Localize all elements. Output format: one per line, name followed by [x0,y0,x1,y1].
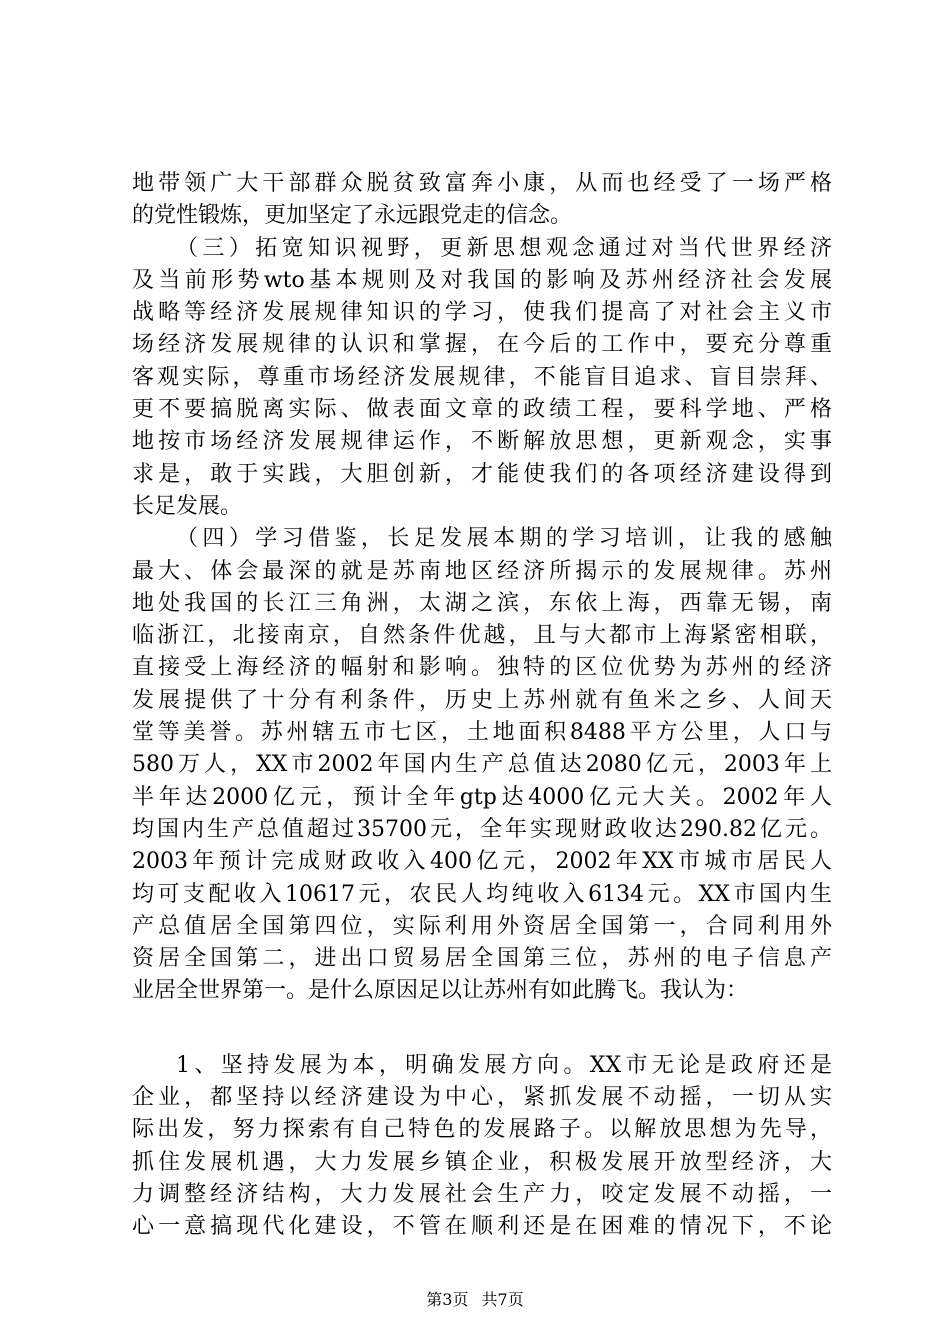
text-line: 地带领广大干部群众脱贫致富奔小康，从而也经受了一场严格 [132,171,832,196]
text-line: 资居全国第二，进出口贸易居全国第三位，苏州的电子信息产 [132,946,832,972]
text-line: 抓住发展机遇，大力发展乡镇企业，积极发展开放型经济，大 [132,1149,832,1175]
text-line: 发展提供了十分有利条件，历史上苏州就有鱼米之乡、人间天 [132,687,832,713]
text-line: 堂等美誉。苏州辖五市七区，土地面积8488平方公里，人口与 [132,720,832,746]
document-body [132,168,832,1244]
text-line: 场经济发展规律的认识和掌握，在今后的工作中，要充分尊重 [132,332,832,358]
text-line: 心一意搞现代化建设，不管在顺利还是在困难的情况下，不论 [132,1214,832,1240]
text-line: 长足发展。 [132,493,243,519]
text-line: 1、坚持发展为本，明确发展方向。XX市无论是政府还是 [176,1052,832,1078]
text-line: 均国内生产总值超过35700元，全年实现财政收达290.82亿元。 [132,816,832,842]
text-line: 半年达2000亿元，预计全年gtp达4000亿元大关。2002年人 [132,784,832,810]
page-total: 共7页 [481,1290,524,1309]
page-number: 第3页 [426,1290,469,1309]
text-line: 及当前形势wto基本规则及对我国的影响及苏州经济社会发展 [132,267,832,293]
text-line: 地按市场经济发展规律运作，不断解放思想，更新观念，实事 [132,429,832,455]
text-line: 580万人，XX市2002年国内生产总值达2080亿元，2003年上 [132,752,832,778]
text-line: 企业，都坚持以经济建设为中心，紧抓发展不动摇，一切从实 [132,1085,832,1111]
text-line: 战略等经济发展规律知识的学习，使我们提高了对社会主义市 [132,300,832,326]
text-line: 直接受上海经济的幅射和影响。独特的区位优势为苏州的经济 [132,655,832,681]
text-line: 地处我国的长江三角洲，太湖之滨，东依上海，西靠无锡，南 [132,590,832,616]
text-line: 最大、体会最深的就是苏南地区经济所揭示的发展规律。苏州 [132,558,832,584]
text-line: 求是，敢于实践，大胆创新，才能使我们的各项经济建设得到 [132,461,832,487]
text-line: 客观实际，尊重市场经济发展规律，不能盲目追求、盲目崇拜、 [132,364,832,390]
text-line: 力调整经济结构，大力发展社会生产力，咬定发展不动摇，一 [132,1181,832,1207]
text-line: 更不要搞脱离实际、做表面文章的政绩工程，要科学地、严格 [132,397,832,423]
text-line: （三）拓宽知识视野，更新思想观念通过对当代世界经济 [176,235,832,261]
text-line: 临浙江，北接南京，自然条件优越，且与大都市上海紧密相联， [132,623,832,649]
text-line: 的党性锻炼，更加坚定了永远跟党走的信念。 [132,203,573,229]
text-line: 均可支配收入10617元，农民人均纯收入6134元。XX市国内生 [132,881,832,907]
text-line: 业居全世界第一。是什么原因足以让苏州有如此腾飞。我认为： [132,978,749,1004]
paragraph-gap [132,1008,832,1050]
page-footer [0,1290,950,1310]
text-line: 产总值居全国第四位，实际利用外资居全国第一，合同利用外 [132,913,832,939]
text-line: 际出发，努力探索有自己特色的发展路子。以解放思想为先导， [132,1117,832,1143]
text-line: 2003年预计完成财政收入400亿元，2002年XX市城市居民人 [132,849,832,875]
text-line: （四）学习借鉴，长足发展本期的学习培训，让我的感触 [176,526,832,552]
